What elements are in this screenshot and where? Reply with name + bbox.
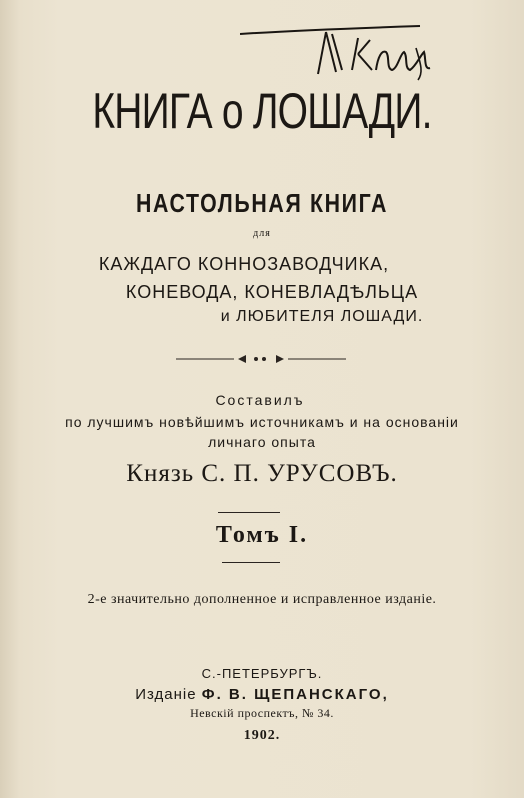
compiled-by: Составилъ [215, 392, 305, 408]
city: С.-ПЕТЕРБУРГЪ. [201, 666, 323, 681]
handwritten-signature [240, 12, 440, 82]
publisher-address: Невскій проспектъ, № 34. [190, 706, 334, 720]
publisher-prefix: Изданіе [135, 686, 197, 703]
author-name: Князь С. П. УРУСОВЪ. [126, 460, 398, 487]
publisher-name: Ф. В. ЩЕПАНСКАГО, [201, 686, 389, 703]
book-subtitle: НАСТОЛЬНАЯ КНИГА [135, 188, 389, 218]
publisher-line [0, 686, 524, 703]
book-title: КНИГА о ЛОШАДИ. [92, 83, 432, 139]
audience-line-3: и ЛЮБИТЕЛЯ ЛОШАДИ. [220, 308, 424, 325]
volume-label: Томъ I. [215, 522, 309, 548]
edition-note: 2-е значительно дополненное и исправленное изданіе. [87, 592, 437, 607]
sources-line-2: личнаго опыта [208, 434, 316, 450]
audience-line-2: КОНЕВОДА, КОНЕВЛАДѢЛЬЦА [125, 282, 419, 302]
divider-rule-top [218, 512, 280, 513]
ornament-divider [176, 352, 346, 366]
audience-line-1: КАЖДАГО КОННОЗАВОДЧИКА, [98, 254, 390, 274]
divider-rule-bottom [222, 562, 280, 563]
sources-line-1: по лучшимъ новѣйшимъ источникамъ и на основаніи [65, 414, 459, 430]
for-word: для [253, 228, 271, 239]
publication-year: 1902. [243, 728, 281, 743]
